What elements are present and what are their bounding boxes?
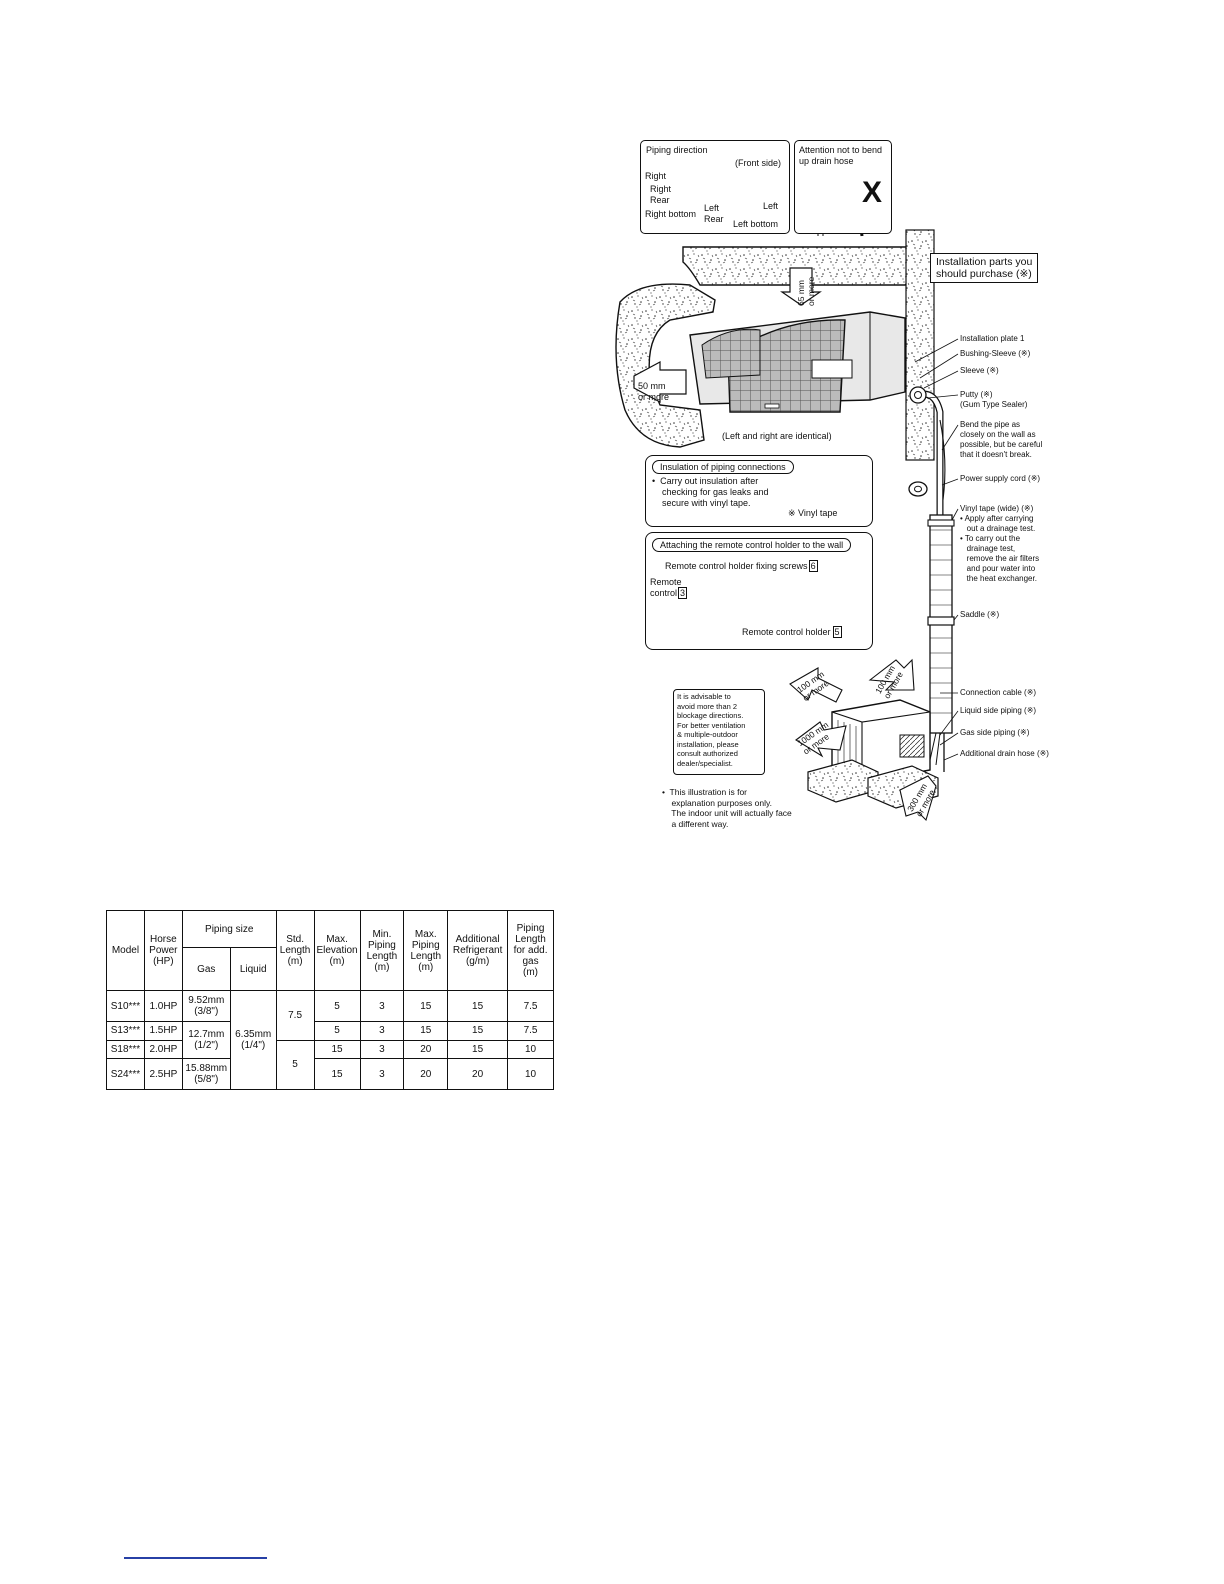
header-std-length: Std. Length (m) bbox=[276, 911, 314, 991]
cell-hp: 1.5HP bbox=[144, 1022, 182, 1041]
cell-max-piping: 15 bbox=[404, 991, 448, 1022]
outdoor-clearance-front: 1000 mm or more bbox=[795, 719, 831, 757]
header-min-piping: Min. Piping Length (m) bbox=[360, 911, 404, 991]
callout-connection-cable: Connection cable (※) bbox=[960, 688, 1037, 697]
cell-refrigerant: 20 bbox=[448, 1059, 508, 1090]
outdoor-clearance-right: 100 mm or more bbox=[873, 663, 905, 701]
clearance-side-label: 50 mm or more bbox=[638, 381, 670, 402]
cell-model: S13*** bbox=[107, 1022, 145, 1041]
callout-sleeve: Sleeve (※) bbox=[960, 366, 999, 375]
callout-liquid-piping: Liquid side piping (※) bbox=[960, 706, 1037, 715]
cell-max-piping: 20 bbox=[404, 1059, 448, 1090]
cell-elevation: 5 bbox=[314, 991, 360, 1022]
cell-min-piping: 3 bbox=[360, 1059, 404, 1090]
callout-bend-pipe: Bend the pipe as closely on the wall as possible, but be careful that it doesn't break. bbox=[960, 420, 1043, 459]
drain-hose-text: Attention not to bend up drain hose bbox=[799, 145, 883, 166]
cell-min-piping: 3 bbox=[360, 1040, 404, 1059]
cell-std-length: 7.5 bbox=[276, 991, 314, 1040]
identical-note: (Left and right are identical) bbox=[722, 431, 832, 441]
remote-text: Remote control bbox=[650, 577, 682, 598]
cell-min-piping: 3 bbox=[360, 1022, 404, 1041]
cell-hp: 2.5HP bbox=[144, 1059, 182, 1090]
right-rear-label: Right Rear bbox=[650, 184, 672, 205]
cell-min-piping: 3 bbox=[360, 991, 404, 1022]
cell-elevation: 15 bbox=[314, 1040, 360, 1059]
remote-number: 3 bbox=[680, 588, 686, 598]
header-piping-add-gas: Piping Length for add. gas (m) bbox=[508, 911, 554, 991]
piping-direction-title: Piping direction bbox=[646, 145, 708, 155]
vinyl-tape-label: ※ Vinyl tape bbox=[788, 508, 838, 518]
outdoor-clearance-left: 100 mm or more bbox=[795, 668, 831, 704]
blockage-note: It is advisable to avoid more than 2 blockage directions. For better ventilation & multiple-outdoor installation, please consult authorized dealer/specialist. bbox=[677, 692, 746, 768]
cell-liquid: 6.35mm (1/4") bbox=[230, 991, 276, 1090]
cell-model: S24*** bbox=[107, 1059, 145, 1090]
parts-box-title: Installation parts you should purchase (※) bbox=[930, 253, 1038, 283]
left-rear-label: Left Rear bbox=[704, 203, 724, 224]
cell-elevation: 15 bbox=[314, 1059, 360, 1090]
cell-elevation: 5 bbox=[314, 1022, 360, 1041]
cell-std-length: 5 bbox=[276, 1040, 314, 1089]
cell-hp: 1.0HP bbox=[144, 991, 182, 1022]
table-header-row bbox=[107, 911, 554, 948]
table-row bbox=[107, 991, 554, 1022]
screws-text: Remote control holder fixing screws bbox=[665, 561, 808, 571]
cell-gas: 15.88mm (5/8") bbox=[182, 1059, 230, 1090]
header-model: Model bbox=[107, 911, 145, 991]
cell-gas: 12.7mm (1/2") bbox=[182, 1022, 230, 1059]
screws-label bbox=[665, 561, 818, 572]
table-row bbox=[107, 1040, 554, 1059]
right-label: Right bbox=[645, 171, 667, 181]
insulation-text: • Carry out insulation after checking for gas leaks and secure with vinyl tape. bbox=[652, 476, 769, 508]
cell-model: S18*** bbox=[107, 1040, 145, 1059]
right-bottom-label: Right bottom bbox=[645, 209, 697, 219]
header-piping-size: Piping size bbox=[182, 911, 276, 948]
front-side-label: (Front side) bbox=[735, 158, 782, 168]
callout-drain-hose: Additional drain hose (※) bbox=[960, 749, 1049, 758]
callout-power-cord: Power supply cord (※) bbox=[960, 474, 1041, 483]
cell-gas: 9.52mm (3/8") bbox=[182, 991, 230, 1022]
callout-bushing-sleeve: Bushing-Sleeve (※) bbox=[960, 349, 1031, 358]
cell-add-gas: 7.5 bbox=[508, 991, 554, 1022]
callout-saddle: Saddle (※) bbox=[960, 610, 1000, 619]
cell-add-gas: 10 bbox=[508, 1040, 554, 1059]
cell-refrigerant: 15 bbox=[448, 1040, 508, 1059]
saddle bbox=[928, 617, 954, 625]
x-mark-icon: X bbox=[862, 176, 883, 209]
piping-spec-table bbox=[106, 910, 554, 1090]
callout-gas-piping: Gas side piping (※) bbox=[960, 728, 1030, 737]
remote-label bbox=[650, 577, 687, 599]
callout-putty: Putty (※) (Gum Type Sealer) bbox=[960, 390, 1028, 409]
footer-link-underline bbox=[124, 1557, 267, 1559]
header-liquid: Liquid bbox=[230, 948, 276, 991]
cell-add-gas: 10 bbox=[508, 1059, 554, 1090]
left-bottom-label: Left bottom bbox=[733, 219, 779, 229]
header-hp: Horse Power (HP) bbox=[144, 911, 182, 991]
clearance-top-label: 65 mm or more bbox=[796, 276, 816, 306]
holder-number: 5 bbox=[834, 627, 840, 637]
left-label: Left bbox=[763, 201, 779, 211]
header-max-piping: Max. Piping Length (m) bbox=[404, 911, 448, 991]
table-row bbox=[107, 1059, 554, 1090]
cell-max-piping: 15 bbox=[404, 1022, 448, 1041]
insulation-title: Insulation of piping connections bbox=[652, 460, 794, 474]
cell-refrigerant: 15 bbox=[448, 991, 508, 1022]
header-additional-refrigerant: Additional Refrigerant (g/m) bbox=[448, 911, 508, 991]
screws-number: 6 bbox=[810, 561, 816, 571]
outdoor-clearance-back: 300 mm or more bbox=[905, 781, 937, 819]
holder-text: Remote control holder bbox=[742, 627, 831, 637]
cell-model: S10*** bbox=[107, 991, 145, 1022]
header-max-elevation: Max. Elevation (m) bbox=[314, 911, 360, 991]
callout-installation-plate: Installation plate 1 bbox=[960, 334, 1025, 343]
header-gas: Gas bbox=[182, 948, 230, 991]
illustration-note: • This illustration is for explanation purposes only. The indoor unit will actually face a different way. bbox=[662, 787, 792, 829]
cell-max-piping: 20 bbox=[404, 1040, 448, 1059]
cell-hp: 2.0HP bbox=[144, 1040, 182, 1059]
table-row bbox=[107, 1022, 554, 1041]
cell-add-gas: 7.5 bbox=[508, 1022, 554, 1041]
callout-vinyl-tape: Vinyl tape (wide) (※) • Apply after carrying out a drainage test. • To carry out the drainage test, remove the air filters and pour water into the heat exchanger. bbox=[960, 504, 1040, 583]
holder-label bbox=[742, 627, 842, 638]
remote-holder-title: Attaching the remote control holder to the wall bbox=[652, 538, 851, 552]
cell-refrigerant: 15 bbox=[448, 1022, 508, 1041]
